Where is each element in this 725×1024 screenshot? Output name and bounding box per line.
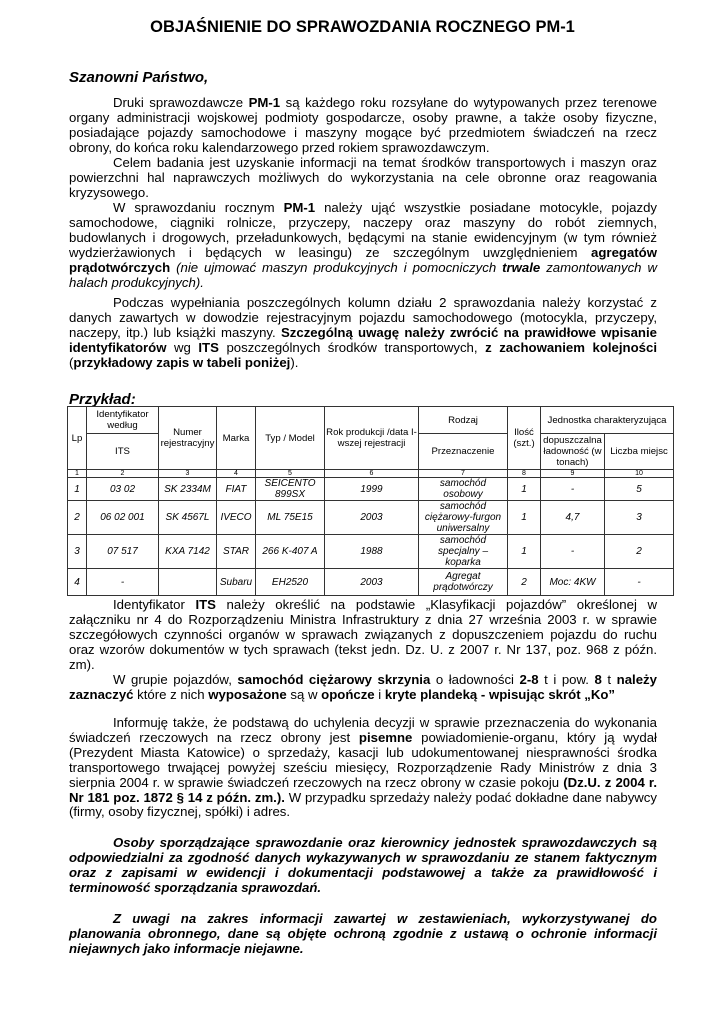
- cell-typ: SEICENTO 899SX: [256, 478, 325, 501]
- cell-ilosc: 1: [508, 478, 541, 501]
- cell-its: 07 517: [87, 535, 159, 569]
- paragraph-instructions: Podczas wypełniania poszczególnych kolumn działu 2 sprawozdania należy korzystać z danych zawartych w dowodzie rejestracyjnym pojazdu samochodowego (motocykla, przyczepy, naczepy, itp.) lub książki maszyny. Szczególną uwagę należy zwrócić na prawidłowe wpisanie identyfikatorów wg ITS poszczególnych środków transportowych, z zachowaniem kolejności (przykładowy zapis w tabeli poniżej).: [69, 295, 657, 370]
- header-rodzaj: Rodzaj: [419, 407, 508, 434]
- cell-rok: 2003: [325, 569, 419, 596]
- cell-typ: ML 75E15: [256, 501, 325, 535]
- cell-przeznaczenie: samochód osobowy: [419, 478, 508, 501]
- cell-numer: SK 4567L: [159, 501, 217, 535]
- cell-marka: Subaru: [217, 569, 256, 596]
- col-number: 3: [159, 470, 217, 478]
- cell-its: 03 02: [87, 478, 159, 501]
- header-marka: Marka: [217, 407, 256, 470]
- cell-typ: 266 K-407 A: [256, 535, 325, 569]
- cell-marka: FIAT: [217, 478, 256, 501]
- header-ladownosc: dopuszczalna ładowność (w tonach): [541, 434, 605, 470]
- header-przeznaczenie: Przeznaczenie: [419, 434, 508, 470]
- header-rok: Rok produkcji /data I-wszej rejestracji: [325, 407, 419, 470]
- header-its: ITS: [87, 434, 159, 470]
- cell-numer: [159, 569, 217, 596]
- cell-rok: 2003: [325, 501, 419, 535]
- cell-miejsca: 3: [605, 501, 674, 535]
- cell-ilosc: 1: [508, 501, 541, 535]
- header-ilosc: Ilość (szt.): [508, 407, 541, 470]
- cell-ladownosc: -: [541, 478, 605, 501]
- column-number-row: [68, 470, 674, 478]
- header-miejsca: Liczba miejsc: [605, 434, 674, 470]
- example-label: Przykład:: [69, 391, 136, 408]
- cell-rok: 1999: [325, 478, 419, 501]
- cell-miejsca: 2: [605, 535, 674, 569]
- cell-lp: 1: [68, 478, 87, 501]
- header-lp: Lp: [68, 407, 87, 470]
- cell-numer: KXA 7142: [159, 535, 217, 569]
- cell-lp: 2: [68, 501, 87, 535]
- cell-ilosc: 2: [508, 569, 541, 596]
- header-numer: Numer rejestracyjny: [159, 407, 217, 470]
- cell-lp: 3: [68, 535, 87, 569]
- col-number: 6: [325, 470, 419, 478]
- cell-przeznaczenie: samochód specjalny – koparka: [419, 535, 508, 569]
- paragraph-decision-info: Informuję także, że podstawą do uchylenia decyzji w sprawie przeznaczenia do wykonania świadczeń rzeczowych na rzecz obrony jest pisemne powiadomienie-organu, który ją wydał (Prezydent Miasta Katowice) o sprzedaży, kasacji lub udokumentowanej niesprawności środka transportowego trwającej powyżej sześciu miesięcy, Rozporządzenie Rady Ministrów z dnia 3 sierpnia 2004 r. w sprawie świadczeń rzeczowych na rzecz obrony w czasie pokoju (Dz.U. z 2004 r. Nr 181 poz. 1872 § 14 z późn. zm.). W przypadku sprzedaży należy podać dokładne dane nabywcy (firmy, osoby fizycznej, spółki) i adres.: [69, 715, 657, 820]
- col-number: 9: [541, 470, 605, 478]
- col-number: 10: [605, 470, 674, 478]
- cell-miejsca: -: [605, 569, 674, 596]
- cell-numer: SK 2334M: [159, 478, 217, 501]
- cell-its: 06 02 001: [87, 501, 159, 535]
- table-row: [68, 535, 674, 569]
- col-number: 7: [419, 470, 508, 478]
- table-row: [68, 478, 674, 501]
- cell-przeznaczenie: Agregat prądotwórczy: [419, 569, 508, 596]
- paragraph-responsibility: Osoby sporządzające sprawozdanie oraz kierownicy jednostek sprawozdawczych są odpowiedzialni za zgodność danych wykazywanych w sprawozdaniu ze stanem faktycznym oraz z zapisami w ewidencji i dokumentacji podstawowej a także za prawidłowość i terminowość sporządzania sprawozdań.: [69, 835, 657, 895]
- cell-ladownosc: 4,7: [541, 501, 605, 535]
- header-typ: Typ / Model: [256, 407, 325, 470]
- greeting: Szanowni Państwo,: [69, 69, 209, 86]
- cell-marka: IVECO: [217, 501, 256, 535]
- cell-ladownosc: Moc: 4KW: [541, 569, 605, 596]
- cell-its: -: [87, 569, 159, 596]
- example-table: [67, 406, 674, 596]
- cell-marka: STAR: [217, 535, 256, 569]
- table-row: [68, 569, 674, 596]
- cell-lp: 4: [68, 569, 87, 596]
- header-jednostka: Jednostka charakteryzująca: [541, 407, 674, 434]
- page-title: OBJAŚNIENIE DO SPRAWOZDANIA ROCZNEGO PM-1: [150, 18, 575, 36]
- cell-przeznaczenie: samochód ciężarowy-furgon uniwersalny: [419, 501, 508, 535]
- table-row: [68, 501, 674, 535]
- col-number: 2: [87, 470, 159, 478]
- cell-miejsca: 5: [605, 478, 674, 501]
- header-identyfikator: Identyfikator według: [87, 407, 159, 434]
- col-number: 1: [68, 470, 87, 478]
- paragraph-scope: W sprawozdaniu rocznym PM-1 należy ująć wszystkie posiadane motocykle, pojazdy samochodowe, ciągniki rolnicze, przyczepy, naczepy oraz maszyny do robót ziemnych, budowlanych i drogowych, przeładunkowych, będącymi na stanie ewidencyjnym (w tym również wydzierżawionych i będących w leasingu) ze szczególnym uwzględnieniem agregatów prądotwórczych (nie ujmować maszyn produkcyjnych i pomocniczych trwale zamontowanych w halach produkcyjnych).: [69, 200, 658, 290]
- cell-typ: EH2520: [256, 569, 325, 596]
- cell-ilosc: 1: [508, 535, 541, 569]
- col-number: 4: [217, 470, 256, 478]
- paragraph-confidentiality: Z uwagi na zakres informacji zawartej w zestawieniach, wykorzystywanej do planowania obronnego, dane są objęte ochroną zgodnie z ustawą o ochronie informacji niejawnych jako informacje niejawne.: [69, 911, 657, 956]
- cell-ladownosc: -: [541, 535, 605, 569]
- col-number: 8: [508, 470, 541, 478]
- col-number: 5: [256, 470, 325, 478]
- paragraph-truck-group: W grupie pojazdów, samochód ciężarowy skrzynia o ładowności 2-8 t i pow. 8 t należy zaznaczyć które z nich wyposażone są w opończe i kryte plandeką - wpisując skrót „Ko”: [69, 672, 657, 702]
- cell-rok: 1988: [325, 535, 419, 569]
- paragraph-intro: Druki sprawozdawcze PM-1 są każdego roku rozsyłane do wytypowanych przez terenowe organy administracji wojskowej podmioty gospodarcze, osoby prawne, a także osoby fizyczne, posiadające pojazdy samochodowe i maszyny mogące być przedmiotem świadczeń na rzecz obrony, do końca roku kalendarzowego przed rokiem sprawozdawczym.: [69, 95, 657, 155]
- paragraph-its-definition: Identyfikator ITS należy określić na podstawie „Klasyfikacji pojazdów” określonej w załączniku nr 4 do Rozporządzeniu Ministra Infrastruktury z dnia 27 września 2003 r. w sprawie szczegółowych czynności organów w sprawach związanych z dopuszczeniem pojazdu do ruchu oraz wzorów dokumentów w tych sprawach (tekst jedn. Dz. U. z 2007 r. Nr 137, poz. 968 z późn. zm).: [69, 597, 657, 672]
- paragraph-purpose: Celem badania jest uzyskanie informacji na temat środków transportowych i maszyn oraz powierzchni hal naprawczych możliwych do wykorzystania na cele obronne oraz reagowania kryzysowego.: [69, 155, 657, 200]
